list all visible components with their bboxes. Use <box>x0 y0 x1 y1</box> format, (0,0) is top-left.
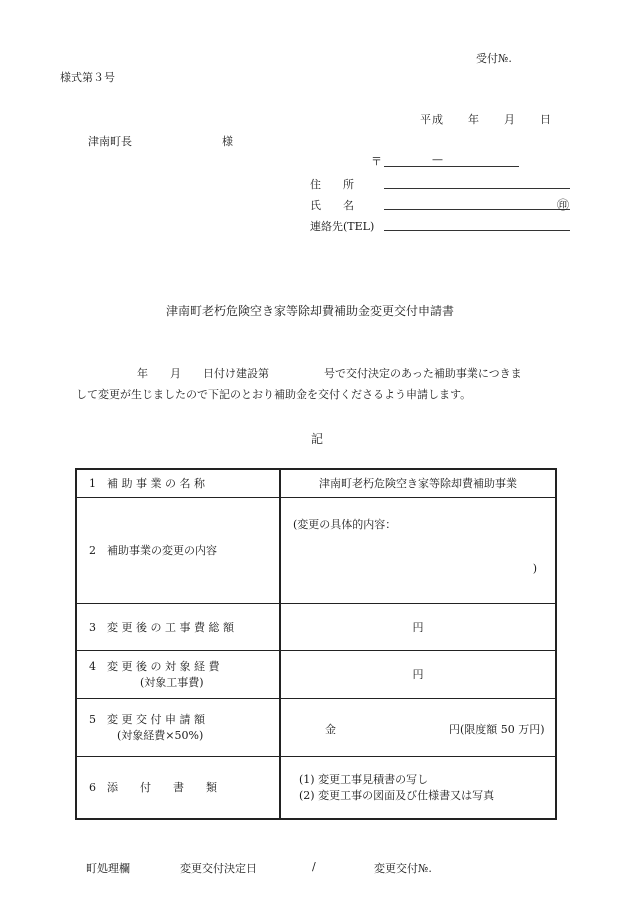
document-title: 津南町老朽危険空き家等除却費補助金変更交付申請書 <box>166 304 455 318</box>
address-label: 住 所 <box>310 178 354 191</box>
postal-dash: — <box>432 153 443 166</box>
application-table <box>75 468 557 820</box>
seal-mark: ㊞ <box>557 198 570 212</box>
row5-value[interactable] <box>280 698 556 756</box>
body-line-2: して変更が生じましたので下記のとおり補助金を交付くださるよう申請します。 <box>76 388 472 401</box>
office-use-label: 町処理欄 <box>86 862 130 875</box>
receipt-no-label: 受付№. <box>476 52 512 65</box>
row6-item-2: (2) 変更工事の図面及び仕様書又は写真 <box>299 789 495 803</box>
name-line[interactable] <box>384 209 570 210</box>
date-line: 平成 年 月 日 <box>420 113 552 126</box>
row4-sublabel: (対象工事費) <box>140 676 204 689</box>
row2-label: 2 補助事業の変更の内容 <box>76 497 280 603</box>
row4-label-cell <box>76 650 280 698</box>
row2-value[interactable] <box>280 497 556 603</box>
row5-value-left: 金 <box>325 722 336 736</box>
name-label: 氏 名 <box>310 199 354 212</box>
row1-label: 1 補 助 事 業 の 名 称 <box>76 469 280 497</box>
row1-value: 津南町老朽危険空き家等除却費補助事業 <box>280 469 556 497</box>
row6-item-1: (1) 変更工事見積書の写し <box>299 773 429 787</box>
row4-value[interactable]: 円 <box>280 650 556 698</box>
contact-label: 連絡先(TEL) <box>310 220 375 233</box>
table-row <box>76 650 556 698</box>
change-no-label: 変更交付№. <box>374 862 432 875</box>
row2-value-open: (変更の具体的内容： <box>293 517 397 531</box>
addressee: 津南町長 <box>88 135 132 148</box>
row2-value-close: ) <box>532 561 537 575</box>
honorific: 様 <box>222 135 233 148</box>
table-row <box>76 469 556 497</box>
table-row <box>76 698 556 756</box>
row5-sublabel: (対象経費×50%) <box>117 729 204 742</box>
row3-value[interactable]: 円 <box>280 603 556 650</box>
row5-label: 5 変 更 交 付 申 請 額 <box>89 713 205 726</box>
body-line-1: 年 月 日付け建設第 号で交付決定のあった補助事業につきま <box>137 367 522 380</box>
table-row <box>76 497 556 603</box>
decision-date-label: 変更交付決定日 <box>180 862 257 875</box>
form-number: 様式第３号 <box>60 71 115 84</box>
table-row <box>76 603 556 650</box>
row5-value-right: 円(限度額 50 万円) <box>449 722 545 736</box>
address-line[interactable] <box>384 188 570 189</box>
row6-label: 6 添 付 書 類 <box>76 756 280 819</box>
contact-line[interactable] <box>384 230 570 231</box>
row4-label: 4 変 更 後 の 対 象 経 費 <box>89 660 220 673</box>
ki-heading: 記 <box>311 432 324 446</box>
postal-mark: 〒 <box>371 155 382 168</box>
postal-line[interactable] <box>384 166 519 167</box>
row5-label-cell <box>76 698 280 756</box>
table-row <box>76 756 556 819</box>
row3-label: 3 変 更 後 の 工 事 費 総 額 <box>76 603 280 650</box>
row6-value <box>280 756 556 819</box>
decision-date-slash: / <box>312 860 316 873</box>
